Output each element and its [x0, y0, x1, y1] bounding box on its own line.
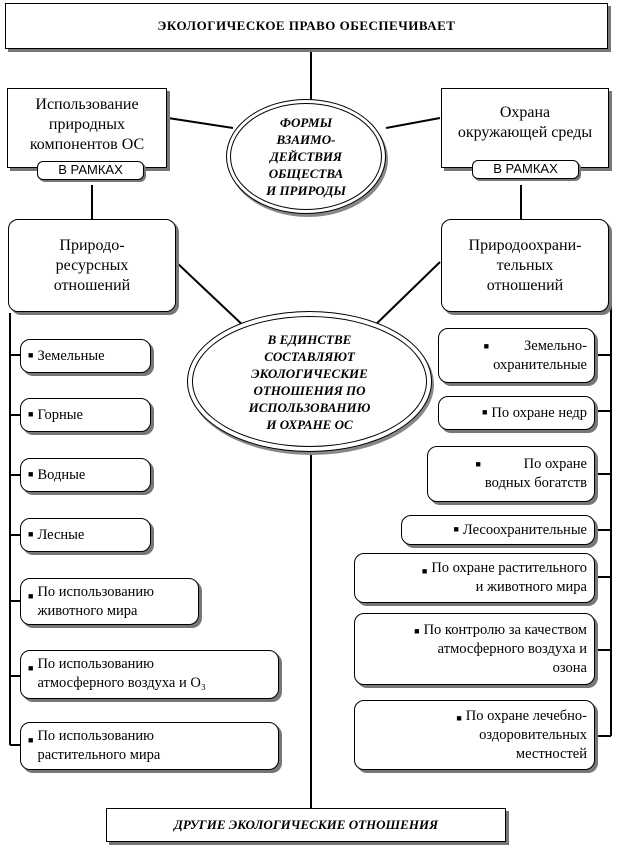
right-group-box — [441, 219, 609, 312]
bullet-icon: ■ — [453, 523, 459, 534]
connector-right-ellipse — [386, 118, 440, 128]
right-item-7: ■ По охране лечебно- оздоровительных местностей — [354, 700, 595, 770]
left-item-7: ■ По использованию растительного мира — [20, 722, 279, 770]
top-left-box — [7, 88, 167, 168]
top-right-scope: В РАМКАХ — [472, 160, 579, 179]
bullet-icon: ■ — [28, 528, 34, 539]
bullet-icon: ■ — [475, 459, 481, 469]
footer-text: ДРУГИЕ ЭКОЛОГИЧЕСКИЕ ОТНОШЕНИЯ — [173, 817, 439, 832]
left-group-box — [8, 219, 176, 312]
right-item-2: ■ По охране недр — [438, 396, 595, 430]
unity-ellipse — [187, 311, 432, 452]
bullet-icon: ■ — [456, 713, 462, 723]
bullet-icon: ■ — [28, 663, 34, 673]
right-item-6: ■ По контролю за качеством атмосферного воздуха и озона — [354, 613, 595, 685]
top-left-scope: В РАМКАХ — [37, 161, 144, 180]
bullet-icon: ■ — [481, 406, 488, 417]
bullet-icon: ■ — [28, 735, 34, 745]
left-item-5: ■ По использованию животного мира — [20, 578, 199, 625]
bullet-icon: ■ — [483, 341, 490, 351]
bullet-icon: ■ — [28, 349, 34, 360]
bullet-icon: ■ — [28, 468, 34, 479]
bullet-icon: ■ — [28, 408, 34, 419]
bullet-icon: ■ — [414, 626, 420, 636]
header-title: ЭКОЛОГИЧЕСКОЕ ПРАВО ОБЕСПЕЧИВАЕТ — [157, 18, 456, 33]
left-item-3: ■ Водные — [20, 458, 151, 492]
bullet-icon: ■ — [421, 566, 428, 576]
left-item-2: ■ Горные — [20, 398, 151, 432]
left-group-label: Природо- ресурсных отношений — [53, 236, 131, 294]
right-item-3: ■ По охране водных богатств — [427, 446, 595, 502]
forms-ellipse-text: ФОРМЫ ВЗАИМО- ДЕЙСТВИЯ ОБЩЕСТВА И ПРИРОДЫ — [266, 115, 346, 198]
right-item-1: ■ Земельно- охранительные — [438, 328, 595, 383]
left-item-4: ■ Лесные — [20, 518, 151, 552]
forms-ellipse — [226, 99, 386, 214]
bullet-icon: ■ — [28, 591, 34, 601]
right-item-4: ■ Лесоохранительные — [401, 515, 595, 545]
connector-left-ellipse — [168, 118, 233, 128]
footer-box — [106, 808, 506, 842]
unity-ellipse-text: В ЕДИНСТВЕ СОСТАВЛЯЮТ ЭКОЛОГИЧЕСКИЕ ОТНОШЕНИЯ ПО ИСПОЛЬЗОВАНИЮ И ОХРАНЕ ОС — [248, 331, 371, 432]
top-right-box — [441, 88, 609, 168]
top-right-label: Охрана окружающей среды — [457, 104, 593, 141]
left-item-6: ■ По использованию атмосферного воздуха и О₃ — [20, 650, 279, 699]
right-group-label: Природоохрани- тельных отношений — [468, 236, 582, 294]
right-item-5: ■ По охране растительного и животного мира — [354, 553, 595, 603]
top-left-label: Использование природных компонентов ОС — [29, 96, 145, 153]
left-item-1: ■ Земельные — [20, 339, 151, 373]
header-box — [5, 3, 608, 49]
